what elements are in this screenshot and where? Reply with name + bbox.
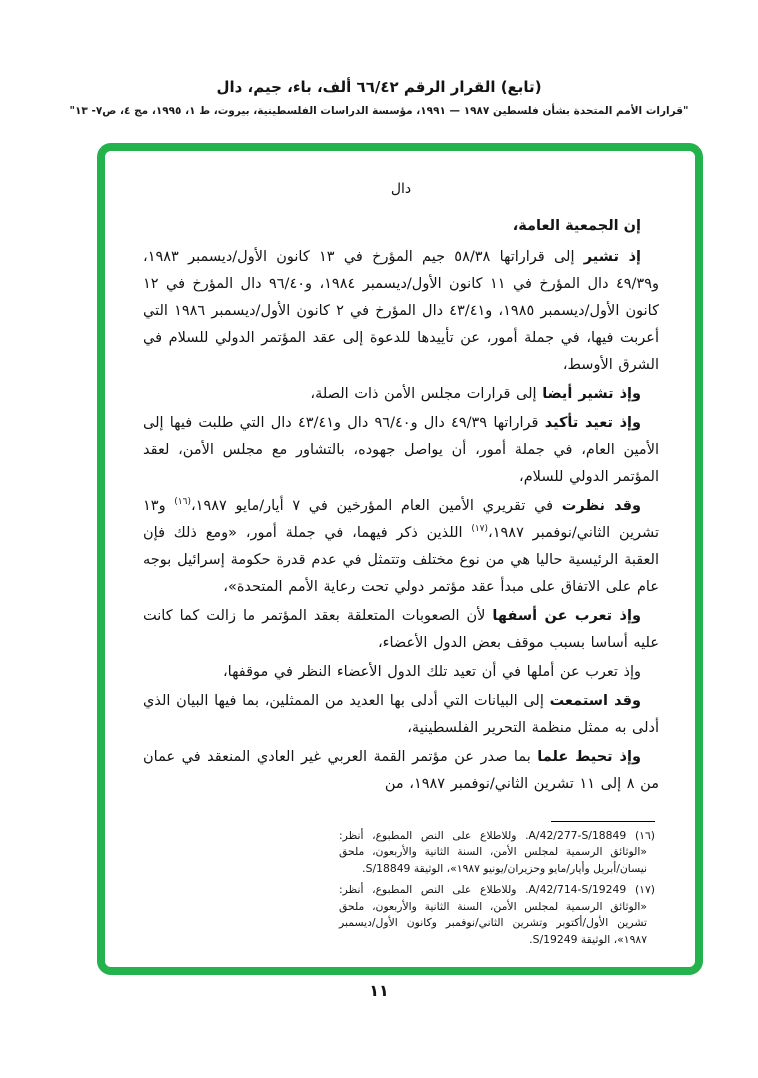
paragraph <box>143 603 659 657</box>
opening-line: إن الجمعية العامة، <box>512 218 641 234</box>
footnotes-block <box>339 821 655 954</box>
paragraph-lead: وإذ تشير أيضا <box>542 386 641 402</box>
paragraph-lead: وقد نظرت <box>561 498 641 514</box>
paragraph <box>143 688 659 742</box>
footnote-16: (١٦) A/42/277-S/18849. وللاطلاع على النص المطبوع، أنظر: «الوثائق الرسمية لمجلس الأمن، السنة الثانية والأربعون، ملحق نيسان/أبريل وأيار/مايو وحزيران/يونيو ١٩٨٧»، الوثيقة S/18849. <box>339 828 655 875</box>
paragraph-text: إلى قرارات مجلس الأمن ذات الصلة، <box>310 386 543 402</box>
page-number: ١١ <box>369 981 389 1000</box>
document-source-citation: "قرارات الأمم المتحدة بشأن فلسطين ١٩٨٧ — ١٩٩١، مؤسسة الدراسات الفلسطينية، بيروت، ط ١، ١٩٩٥، مج ٤، ص٧- ١٣" <box>69 105 689 117</box>
body-paragraphs <box>143 244 659 798</box>
page-header <box>0 78 758 117</box>
paragraph <box>143 381 659 408</box>
paragraph-text: في تقريري الأمين العام المؤرخين في ٧ أيار/مايو ١٩٨٧، <box>190 498 562 514</box>
paragraph-lead: وإذ تحيط علما <box>537 749 641 765</box>
paragraph-lead: إذ تشير <box>583 249 642 265</box>
paragraph-text: إلى قراراتها ٥٨/٣٨ جيم المؤرخ في ١٣ كانون الأول/ديسمبر ١٩٨٣، و٤٩/٣٩ دال المؤرخ في ١١ كانون الأول/ديسمبر ١٩٨٤، و٩٦/٤٠ دال المؤرخ في ١٢ كانون الأول/ديسمبر ١٩٨٥، و٤٣/٤١ دال المؤرخ في ٢ كانون الأول/ديسمبر ١٩٨٦ التي أعربت فيها، في جملة أمور، عن تأييدها للدعوة إلى عقد المؤتمر الدولي للسلام في الشرق الأوسط، <box>143 249 660 373</box>
footnote-ref-marker: (١٧) <box>471 524 489 534</box>
footnote-ref-marker: (١٦) <box>174 497 191 507</box>
paragraph-text: اللذين ذكر فيهما، في جملة أمور، «ومع ذلك فإن العقبة الرئيسية حاليا هي من نوع مختلف وتتمثل في عدم قدرة حكومة إسرائيل بوجه عام على الاتفاق على مبدأ عقد مؤتمر دولي تحت رعاية الأمم المتحدة»، <box>143 525 659 595</box>
paragraph-text: إلى البيانات التي أدلى بها العديد من الممثلين، بما فيها البيان الذي أدلى به ممثل منظمة التحرير الفلسطينية، <box>143 693 659 736</box>
document-title: (تابع) القرار الرقم ٦٦/٤٢ ألف، باء، جيم، دال <box>216 78 542 96</box>
paragraph <box>143 410 659 491</box>
paragraph <box>143 659 659 686</box>
footnote-17: (١٧) A/42/714-S/19249. وللاطلاع على النص المطبوع، أنظر: «الوثائق الرسمية لمجلس الأمن، السنة الثانية والأربعون، ملحق تشرين الأول/أكتوبر وتشرين الثاني/نوفمبر وكانون الأول/ديسمبر ١٩٨٧»، الوثيقة S/19249. <box>339 883 655 946</box>
green-content-frame <box>97 143 703 975</box>
paragraph <box>143 744 659 798</box>
paragraph-text: وإذ تعرب عن أملها في أن تعيد تلك الدول الأعضاء النظر في موقفها، <box>222 664 641 680</box>
paragraph-text: قراراتها ٤٩/٣٩ دال و٩٦/٤٠ دال و٤٣/٤١ دال التي طلبت فيها إلى الأمين العام، في جملة أمور، أن يواصل جهوده، بالتشاور مع مجلس الأمن، لعقد المؤتمر الدولي للسلام، <box>143 415 659 485</box>
paragraph <box>143 244 659 379</box>
paragraph-text: بما صدر عن مؤتمر القمة العربي غير العادي المنعقد في عمان من ٨ إلى ١١ تشرين الثاني/نوفمبر ١٩٨٧، من <box>143 749 659 792</box>
paragraph-text: لأن الصعوبات المتعلقة بعقد المؤتمر ما زالت كما كانت عليه أساسا بسبب موقف بعض الدول الأعضاء، <box>143 608 659 651</box>
paragraph-text: و١٣ تشرين الثاني/نوفمبر ١٩٨٧، <box>143 498 659 541</box>
section-heading: دال <box>390 181 412 197</box>
paragraph-lead: وإذ تعيد تأكيد <box>544 415 641 431</box>
paragraph-lead: وإذ تعرب عن أسفها <box>492 608 641 624</box>
paragraph <box>143 493 659 601</box>
paragraph-lead: وقد استمعت <box>549 693 642 709</box>
footnote-separator-rule <box>551 821 655 822</box>
